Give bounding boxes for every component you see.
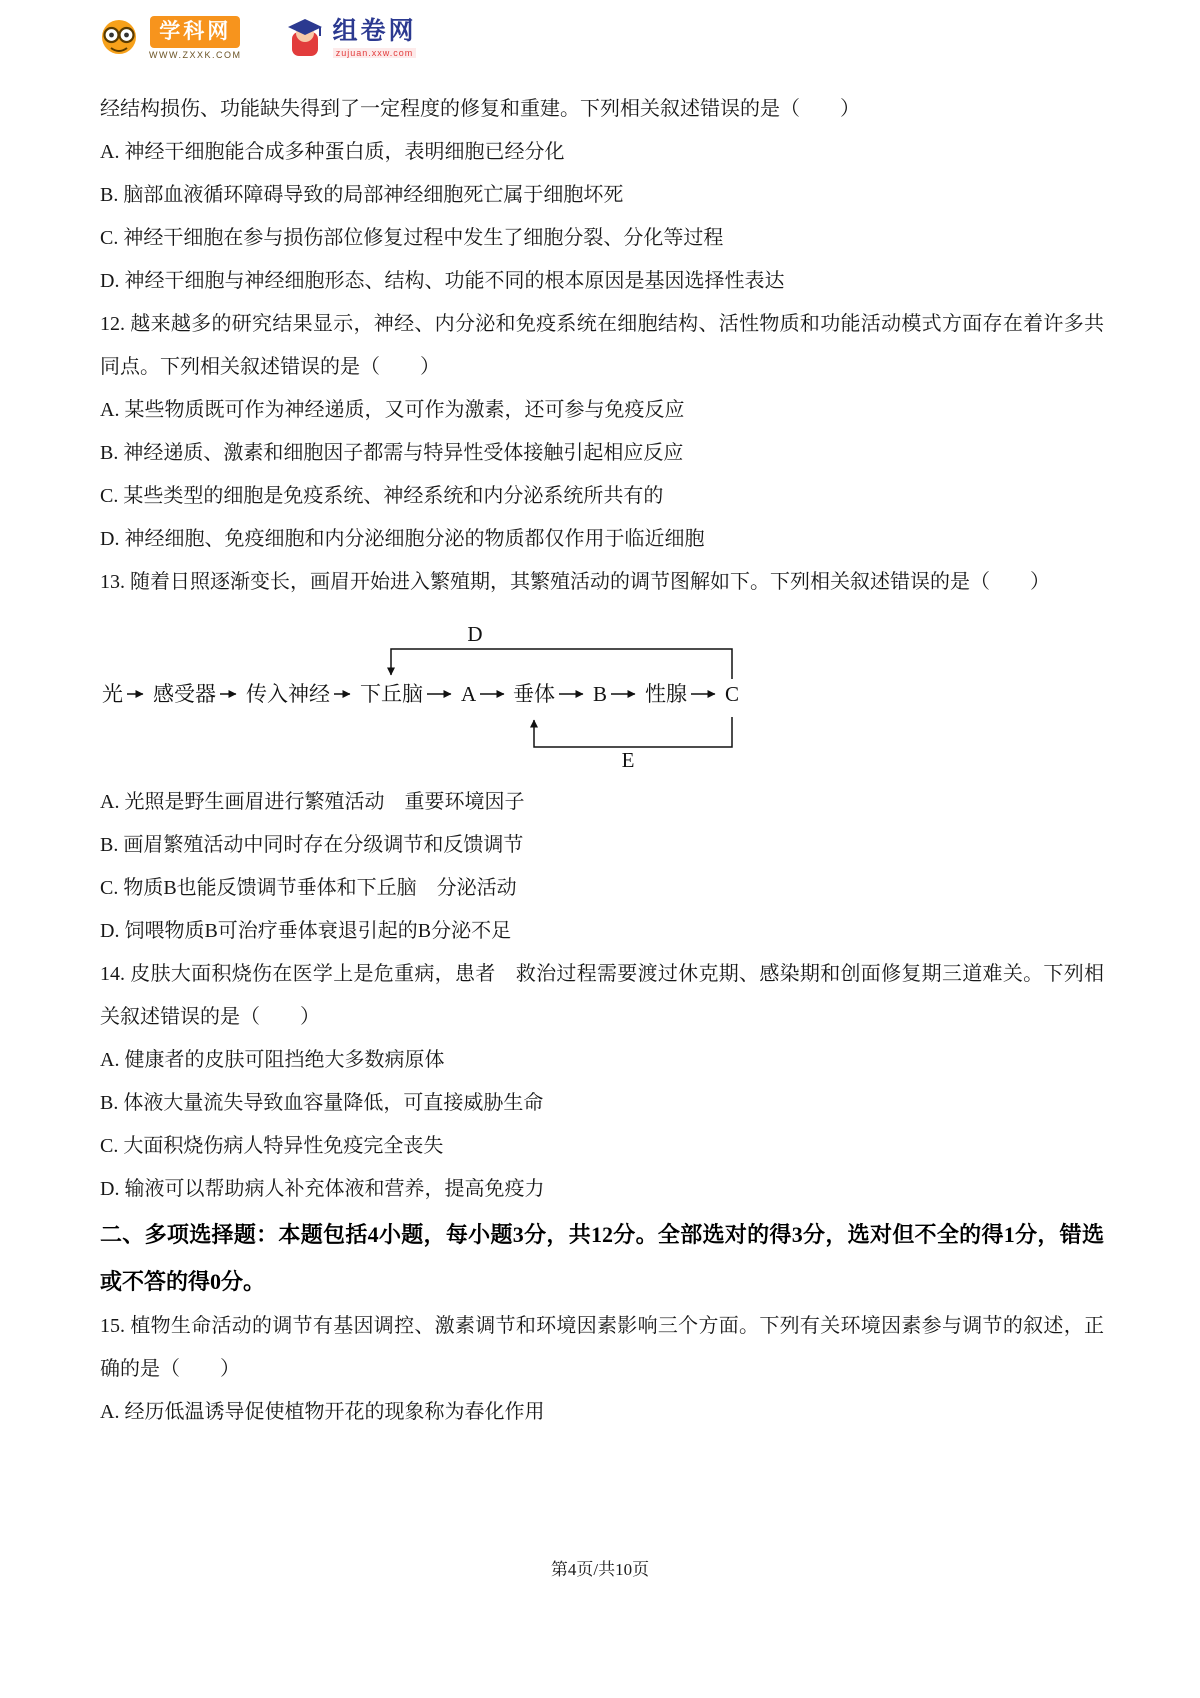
q14-option-a: A. 健康者的皮肤可阻挡绝大多数病原体	[100, 1049, 445, 1071]
q14-option-b: B. 体液大量流失导致血容量降低，可直接威胁生命	[100, 1092, 544, 1114]
node-gonad: 性腺	[645, 682, 687, 706]
node-receptor: 感受器	[153, 682, 216, 706]
node-pituitary: 垂体	[513, 682, 555, 706]
page-number: 第4页/共10页	[550, 1560, 650, 1579]
feedback-path-e	[534, 717, 732, 747]
zxxk-owl-icon	[96, 16, 142, 60]
feedback-label-e: E	[621, 748, 635, 771]
q13-option-b: B. 画眉繁殖活动中同时存在分级调节和反馈调节	[100, 834, 524, 856]
q14-option-d: D. 输液可以帮助病人补充体液和营养，提高免疫力	[100, 1178, 545, 1200]
q11-option-c: C. 神经干细胞在参与损伤部位修复过程中发生了细胞分裂、分化等过程	[100, 227, 724, 249]
node-substance-c: C	[725, 682, 740, 706]
section2-heading: 二、多项选择题：本题包括4小题，每小题3分，共12分。全部选对的得3分，选对但不全的得1分，错选或不答的得0分。	[100, 1222, 1104, 1294]
q12-option-b: B. 神经递质、激素和细胞因子都需与特异性受体接触引起相应反应	[100, 442, 684, 464]
q14-stem: 14. 皮肤大面积烧伤在医学上是危重病，患者 救治过程需要渡过休克期、感染期和创面修复期三道难关。下列相关叙述错误的是（ ）	[100, 963, 1104, 1028]
zxxk-logo-url: WWW.ZXXK.COM	[149, 49, 242, 60]
q13-stem: 13. 随着日照逐渐变长，画眉开始进入繁殖期，其繁殖活动的调节图解如下。下列相关叙述错误的是（ ）	[100, 571, 1050, 593]
q13-regulation-diagram	[100, 619, 1104, 771]
zujuan-logo-name: 组卷网	[332, 17, 417, 46]
exam-content	[100, 88, 1104, 1434]
feedback-path-d	[391, 649, 732, 679]
node-substance-a: A	[461, 682, 477, 706]
node-afferent-nerve: 传入神经	[246, 682, 330, 706]
q12-option-d: D. 神经细胞、免疫细胞和内分泌细胞分泌的物质都仅作用于临近细胞	[100, 528, 705, 550]
q13-option-c: C. 物质B也能反馈调节垂体和下丘脑 分泌活动	[100, 877, 517, 899]
zujuan-mascot-icon	[284, 16, 326, 60]
node-hypothalamus: 下丘脑	[360, 682, 423, 706]
zujuan-logo	[284, 16, 417, 60]
node-substance-b: B	[593, 682, 608, 706]
q15-option-a: A. 经历低温诱导促使植物开花的现象称为春化作用	[100, 1401, 545, 1423]
flow-diagram-svg	[100, 619, 760, 771]
q12-option-a: A. 某些物质既可作为神经递质，又可作为激素，还可参与免疫反应	[100, 399, 685, 421]
q11-option-a: A. 神经干细胞能合成多种蛋白质，表明细胞已经分化	[100, 141, 565, 163]
q13-option-a: A. 光照是野生画眉进行繁殖活动 重要环境因子	[100, 791, 525, 813]
node-light: 光	[102, 682, 123, 706]
q11-option-b: B. 脑部血液循环障碍导致的局部神经细胞死亡属于细胞坏死	[100, 184, 624, 206]
q11-option-d: D. 神经干细胞与神经细胞形态、结构、功能不同的根本原因是基因选择性表达	[100, 270, 785, 292]
q12-option-c: C. 某些类型的细胞是免疫系统、神经系统和内分泌系统所共有的	[100, 485, 664, 507]
q12-stem: 12. 越来越多的研究结果显示，神经、内分泌和免疫系统在细胞结构、活性物质和功能活动模式方面存在着许多共同点。下列相关叙述错误的是（ ）	[100, 313, 1104, 378]
q14-option-c: C. 大面积烧伤病人特异性免疫完全丧失	[100, 1135, 444, 1157]
q11-continuation: 经结构损伤、功能缺失得到了一定程度的修复和重建。下列相关叙述错误的是（ ）	[100, 98, 860, 120]
q13-option-d: D. 饲喂物质B可治疗垂体衰退引起的B分泌不足	[100, 920, 512, 942]
zujuan-logo-url: zujuan.xxw.com	[333, 48, 417, 58]
feedback-label-d: D	[467, 622, 483, 646]
q15-stem: 15. 植物生命活动的调节有基因调控、激素调节和环境因素影响三个方面。下列有关环境因素参与调节的叙述，正确的是（ ）	[100, 1315, 1104, 1380]
zxxk-logo-name: 学科网	[150, 16, 240, 47]
zxxk-logo	[96, 16, 242, 60]
header-logos	[96, 16, 1104, 76]
